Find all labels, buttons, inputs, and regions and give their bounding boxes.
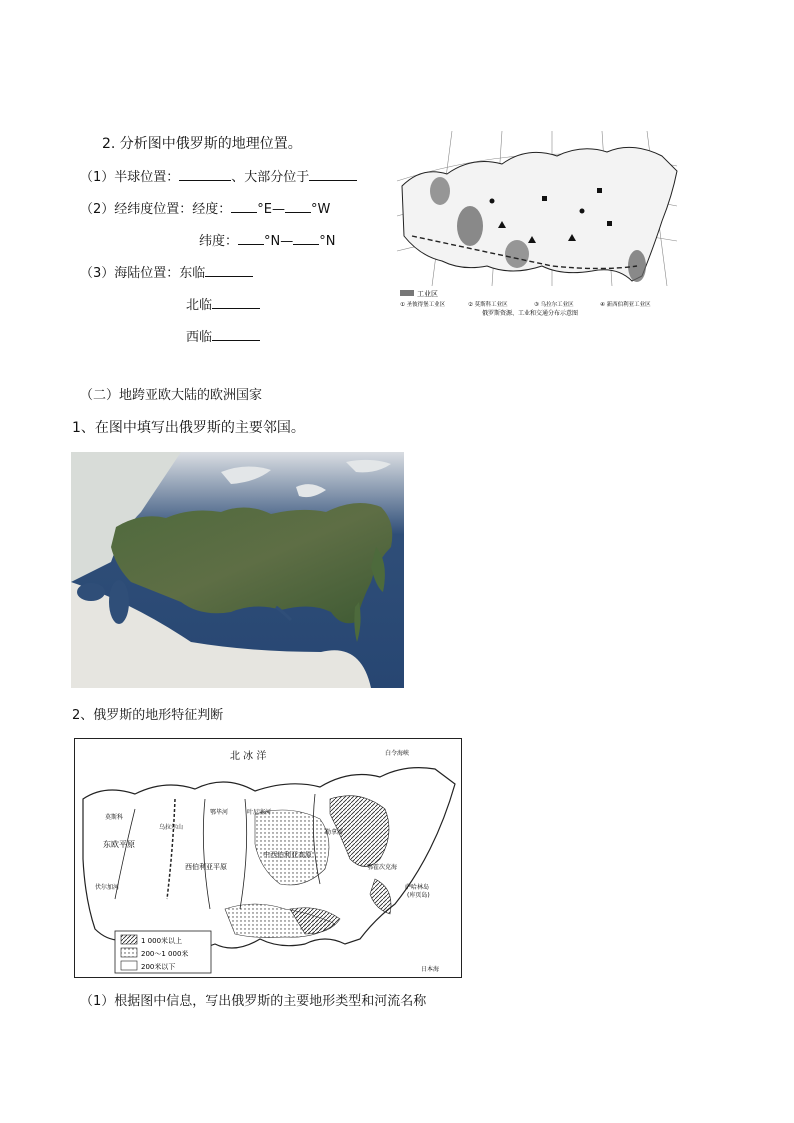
- industry-legend-item-2: ② 莫斯科工业区: [468, 302, 508, 308]
- terrain-label-lena: 勒拿河: [325, 829, 344, 836]
- industry-legend-title: 工业区: [417, 290, 438, 298]
- terrain-map: [74, 738, 462, 978]
- north-blank[interactable]: [212, 296, 260, 309]
- north-label: 北临: [186, 298, 213, 313]
- latitude-n2-unit: °N: [319, 234, 336, 249]
- sealand-west-line: [186, 328, 260, 346]
- terrain-label-japan-sea: 日本海: [421, 966, 440, 973]
- latitude-n1-unit: °N—: [264, 234, 294, 249]
- sealand-east-line: [80, 264, 253, 282]
- hemisphere-prefix: （1）半球位置：: [80, 170, 180, 185]
- longitude-east-unit: °E—: [257, 202, 286, 217]
- terrain-label-e-europe: 东欧平原: [103, 840, 135, 849]
- sealand-prefix: （3）海陆位置：: [80, 266, 180, 281]
- latitude-blank-2[interactable]: [293, 232, 319, 245]
- terrain-label-w-siberia: 西伯利亚平原: [185, 863, 227, 871]
- latitude-label: 纬度：: [199, 234, 239, 249]
- terrain-label-arctic: 北 冰 洋: [230, 751, 267, 762]
- terrain-label-sakhalin-alt: (库页岛): [407, 892, 430, 899]
- longitude-west-unit: °W: [311, 202, 331, 217]
- longitude-blank-2[interactable]: [285, 200, 311, 213]
- question-terrain: 2、俄罗斯的地形特征判断: [72, 708, 224, 723]
- terrain-legend-low: 200米以下: [141, 963, 176, 971]
- question-neighbors: 1、在图中填写出俄罗斯的主要邻国。: [72, 420, 305, 436]
- terrain-label-sakhalin: 萨哈林岛: [405, 884, 430, 891]
- industry-map: [392, 126, 682, 316]
- terrain-label-volga: 伏尔加河: [95, 884, 120, 891]
- terrain-label-c-siberia: 中西伯利亚高原: [263, 851, 312, 859]
- west-blank[interactable]: [212, 328, 260, 341]
- section-heading: （二）地跨亚欧大陆的欧洲国家: [80, 388, 263, 403]
- sealand-north-line: [186, 296, 260, 314]
- terrain-legend-high: 1 000米以上: [141, 937, 183, 945]
- west-label: 西临: [186, 330, 213, 345]
- terrain-label-okhotsk: 鄂霍次克海: [367, 864, 398, 871]
- hemisphere-mid: 、大部分位于: [231, 170, 310, 185]
- terrain-label-yenisei: 叶尼塞河: [247, 809, 272, 816]
- industry-legend-item-3: ③ 乌拉尔工业区: [534, 302, 574, 308]
- east-label: 东临: [179, 266, 206, 281]
- terrain-map-drawing: [75, 739, 461, 977]
- latitude-blank-1[interactable]: [238, 232, 264, 245]
- industry-legend-item-4: ④ 新西伯利亚工业区: [600, 302, 651, 308]
- latitude-line: [199, 232, 335, 250]
- terrain-label-bering: 白令海峡: [385, 750, 410, 757]
- industry-map-drawing: [392, 126, 682, 316]
- longitude-line: [80, 200, 330, 218]
- terrain-legend-mid: 200～1 000米: [141, 950, 189, 958]
- terrain-label-ob: 鄂毕河: [210, 809, 229, 816]
- latlon-prefix: （2）经纬度位置：: [80, 202, 193, 217]
- question-terrain-sub1: （1）根据图中信息，写出俄罗斯的主要地形类型和河流名称: [80, 994, 427, 1009]
- terrain-label-moscow: 莫斯科: [105, 814, 124, 821]
- satellite-drawing: [71, 452, 404, 688]
- east-blank[interactable]: [205, 264, 253, 277]
- hemisphere-blank-1[interactable]: [179, 168, 231, 181]
- industry-map-caption: 俄罗斯资源、工业和交通分布示意图: [482, 310, 579, 316]
- hemisphere-blank-2[interactable]: [309, 168, 357, 181]
- longitude-label: 经度：: [192, 202, 232, 217]
- question-title: 2. 分析图中俄罗斯的地理位置。: [102, 136, 302, 152]
- longitude-blank-1[interactable]: [231, 200, 257, 213]
- hemisphere-line: [80, 168, 357, 186]
- satellite-image: [71, 452, 404, 688]
- industry-legend-item-1: ① 圣彼得堡工业区: [400, 302, 446, 308]
- terrain-label-ural: 乌拉尔山: [159, 824, 184, 831]
